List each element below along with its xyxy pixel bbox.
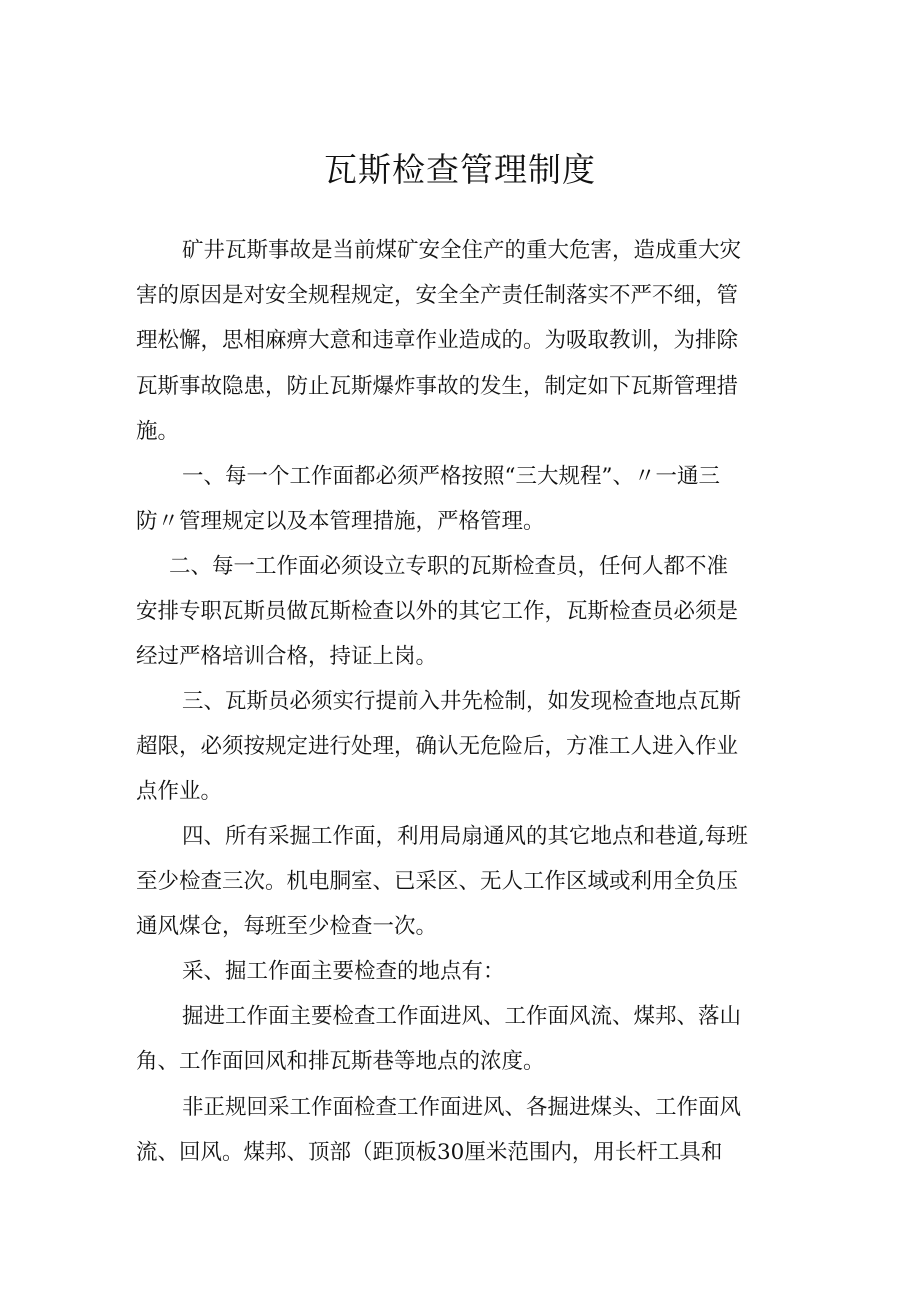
paragraph-line: 流、回风。煤邦、顶部（距顶板30厘米范围内，用长杆工具和 [136, 1140, 723, 1165]
paragraph-line: 瓦斯事故隐患，防止瓦斯爆炸事故的发生，制定如下瓦斯管理措 [136, 374, 739, 399]
paragraph-line: 施。 [136, 419, 180, 444]
paragraph-line: 三、瓦斯员必须实行提前入井先检制，如发现检查地点瓦斯 [182, 689, 742, 714]
paragraph-line: 二、每一工作面必须设立专职的瓦斯检查员，任何人都不准 [169, 554, 729, 579]
paragraph-line: 安排专职瓦斯员做瓦斯检查以外的其它工作，瓦斯检查员必须是 [136, 599, 739, 624]
paragraph-line: 角、工作面回风和排瓦斯巷等地点的浓度。 [136, 1049, 545, 1074]
paragraph-line: 害的原因是对安全规程规定，安全全产责任制落实不严不细，管 [136, 283, 739, 308]
paragraph-line: 四、所有采掘工作面，利用局扇通风的其它地点和巷道,每班 [182, 824, 748, 849]
document-title: 瓦斯检查管理制度 [324, 150, 596, 189]
paragraph-line: 掘进工作面主要检查工作面进风、工作面风流、煤邦、落山 [182, 1004, 742, 1029]
paragraph-line: 通风煤仓，每班至少检查一次。 [136, 914, 438, 939]
paragraph-line: 矿井瓦斯事故是当前煤矿安全住产的重大危害，造成重大灾 [182, 238, 742, 263]
paragraph-line: 超限，必须按规定进行处理，确认无危险后，方准工人进入作业 [136, 734, 739, 759]
paragraph-line: 非正规回采工作面检查工作面进风、各掘进煤头、工作面风 [182, 1095, 742, 1120]
paragraph-line: 经过严格培训合格，持证上岗。 [136, 644, 438, 669]
paragraph-line: 理松懈，思相麻痹大意和违章作业造成的。为吸取教训，为排除 [136, 328, 739, 353]
paragraph-line: 至少检查三次。机电胴室、已采区、无人工作区域或利用全负压 [136, 869, 739, 894]
paragraph-line: 防〃管理规定以及本管理措施，严格管理。 [136, 509, 545, 534]
paragraph-line: 一、每一个工作面都必须严格按照“三大规程”、〃一通三 [182, 464, 720, 489]
paragraph-line: 采、掘工作面主要检查的地点有： [182, 959, 505, 984]
paragraph-line: 点作业。 [136, 779, 223, 804]
